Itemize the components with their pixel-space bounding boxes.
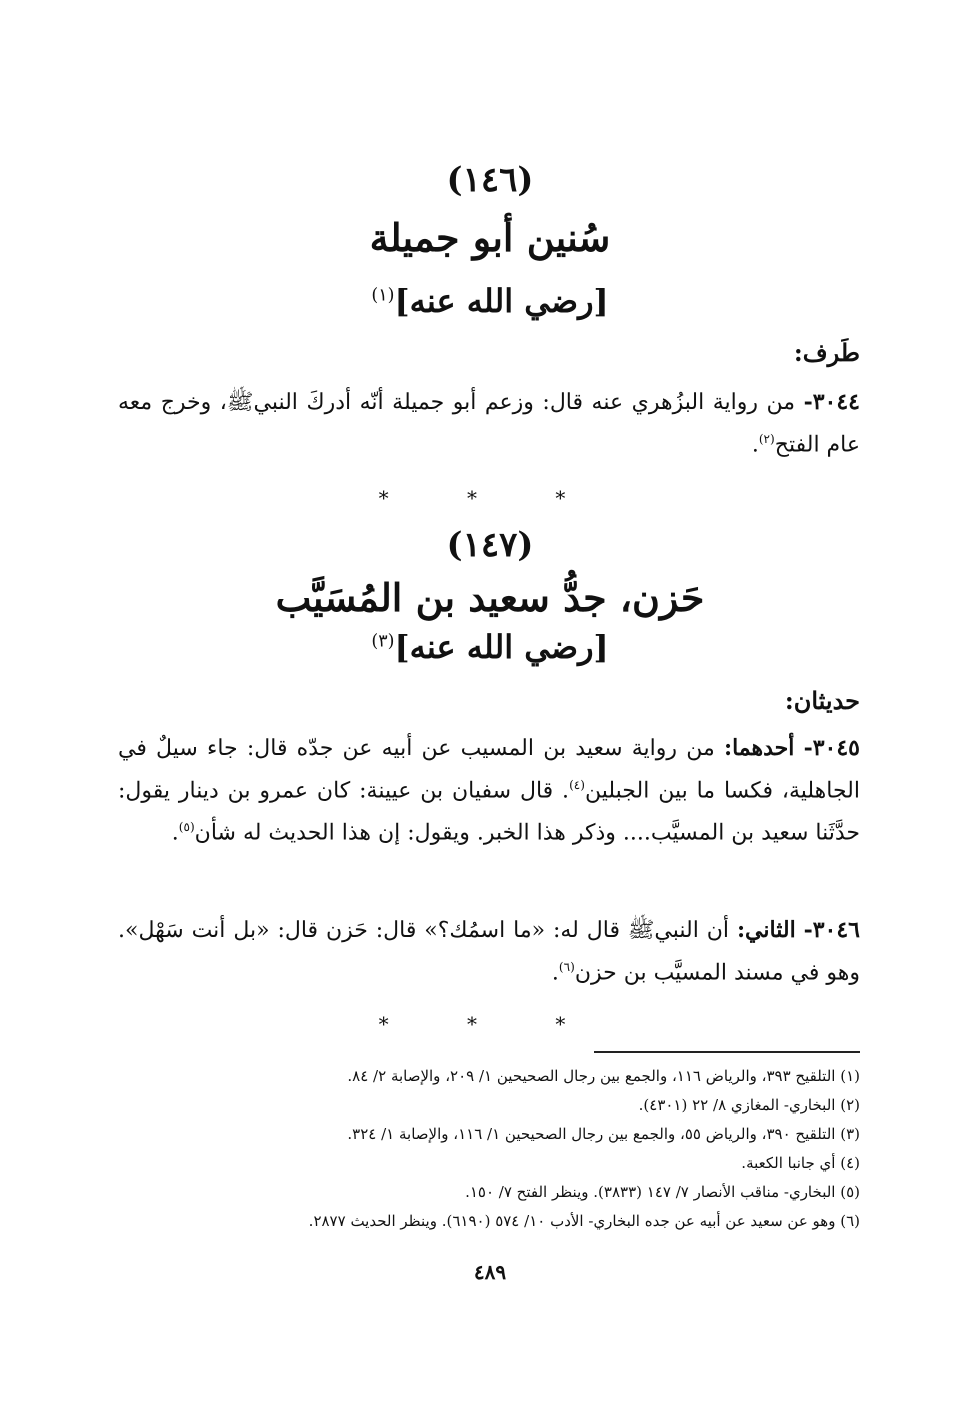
hadith-3046-text: أن النبيﷺ قال له: «ما اسمُك؟» قال: حَزن قال: «بل أنت سَهْل». وهو في مسند المسيَّب بن حزن <box>118 918 860 986</box>
footnote-5: (٥) البخاري- مناقب الأنصار ٧/ ١٤٧ (٣٨٣٣). وينظر الفتح ٧/ ١٥٠. <box>465 1183 860 1201</box>
footnotes <box>118 1062 860 1236</box>
footnote-ref-5: (٥) <box>178 820 195 835</box>
footnote-1: (١) التلقيح ٣٩٣، والرياض ١١٦، والجمع بين رجال الصحيحين ١/ ٢٠٩، والإصابة ٢/ ٨٤. <box>347 1067 860 1085</box>
footnote-4: (٤) أي جانبا الكعبة. <box>741 1154 860 1172</box>
section-146-label: طَرف: <box>793 338 860 367</box>
footnote-2: (٢) البخاري- المغازي ٨/ ٢٢ (٤٣٠١). <box>638 1096 860 1114</box>
page-number: ٤٨٩ <box>473 1260 507 1284</box>
footnote-ref-1: (١) <box>371 285 395 306</box>
hadith-3044-text: من رواية البزُهري عنه قال: وزعم أبو جميلة أنّه أدركَ النبيﷺ، وخرج معه عام الفتح <box>118 390 860 458</box>
section-147-label: حديثان: <box>784 686 860 715</box>
section-146-title: سُنين أبو جميلة <box>369 215 611 260</box>
footnote-6: (٦) وهو عن سعيد عن أبيه عن جده البخاري- الأدب ١٠/ ٥٧٤ (٦١٩٠). وينظر الحديث ٢٨٧٧. <box>308 1212 860 1230</box>
hadith-3045-number: ٣٠٤٥- <box>803 735 860 761</box>
section-147-subtitle-text: [رضي الله عنه] <box>394 628 609 666</box>
hadith-3045-text-2: . قال سفيان بن عيينة: كان عمرو بن دينار يقول: حدَّثَنا سعيد بن المسيَّب.... وذكر هذا الخبر. ويقول: إن هذا الحديث له شأن <box>118 778 860 846</box>
hadith-3044-number: ٣٠٤٤- <box>803 389 860 415</box>
footnote-3: (٣) التلقيح ٣٩٠، والرياض ٥٥، والجمع بين رجال الصحيحين ١/ ١١٦، والإصابة ١/ ٣٢٤. <box>347 1125 860 1143</box>
hadith-3045 <box>118 730 860 852</box>
footnote-ref-2: (٢) <box>758 432 775 446</box>
footnote-ref-3: (٣) <box>371 631 395 652</box>
hadith-3045-lead: أحدهما: <box>723 735 795 761</box>
section-146-subtitle <box>0 282 980 320</box>
section-147-title: حَزن، جدُّ سعيد بن المُسَيَّب <box>275 575 705 620</box>
hadith-3045-text-1: من رواية سعيد بن المسيب عن أبيه عن جدّه قال: جاء سيلٌ في الجاهلية، فكسا ما بين الجبلين <box>118 736 860 804</box>
section-147-subtitle <box>0 628 980 666</box>
hadith-3044-end: . <box>751 432 759 458</box>
section-147-number: (١٤٧) <box>446 525 534 565</box>
footnote-divider <box>594 1051 860 1053</box>
hadith-3046-lead: الثاني: <box>736 917 796 943</box>
footnote-ref-6: (٦) <box>558 960 575 974</box>
hadith-3046 <box>118 912 860 991</box>
hadith-3046-number: ٣٠٤٦- <box>803 917 860 943</box>
footnote-ref-4: (٤) <box>569 778 585 792</box>
section-147-separator: * * * <box>378 1012 602 1036</box>
hadith-3046-end: . <box>551 960 559 986</box>
section-146-separator: * * * <box>378 486 602 510</box>
hadith-3044 <box>118 384 860 463</box>
section-146-subtitle-text: [رضي الله عنه] <box>394 282 609 320</box>
hadith-3045-end: . <box>171 820 179 846</box>
section-146-number: (١٤٦) <box>446 160 534 200</box>
